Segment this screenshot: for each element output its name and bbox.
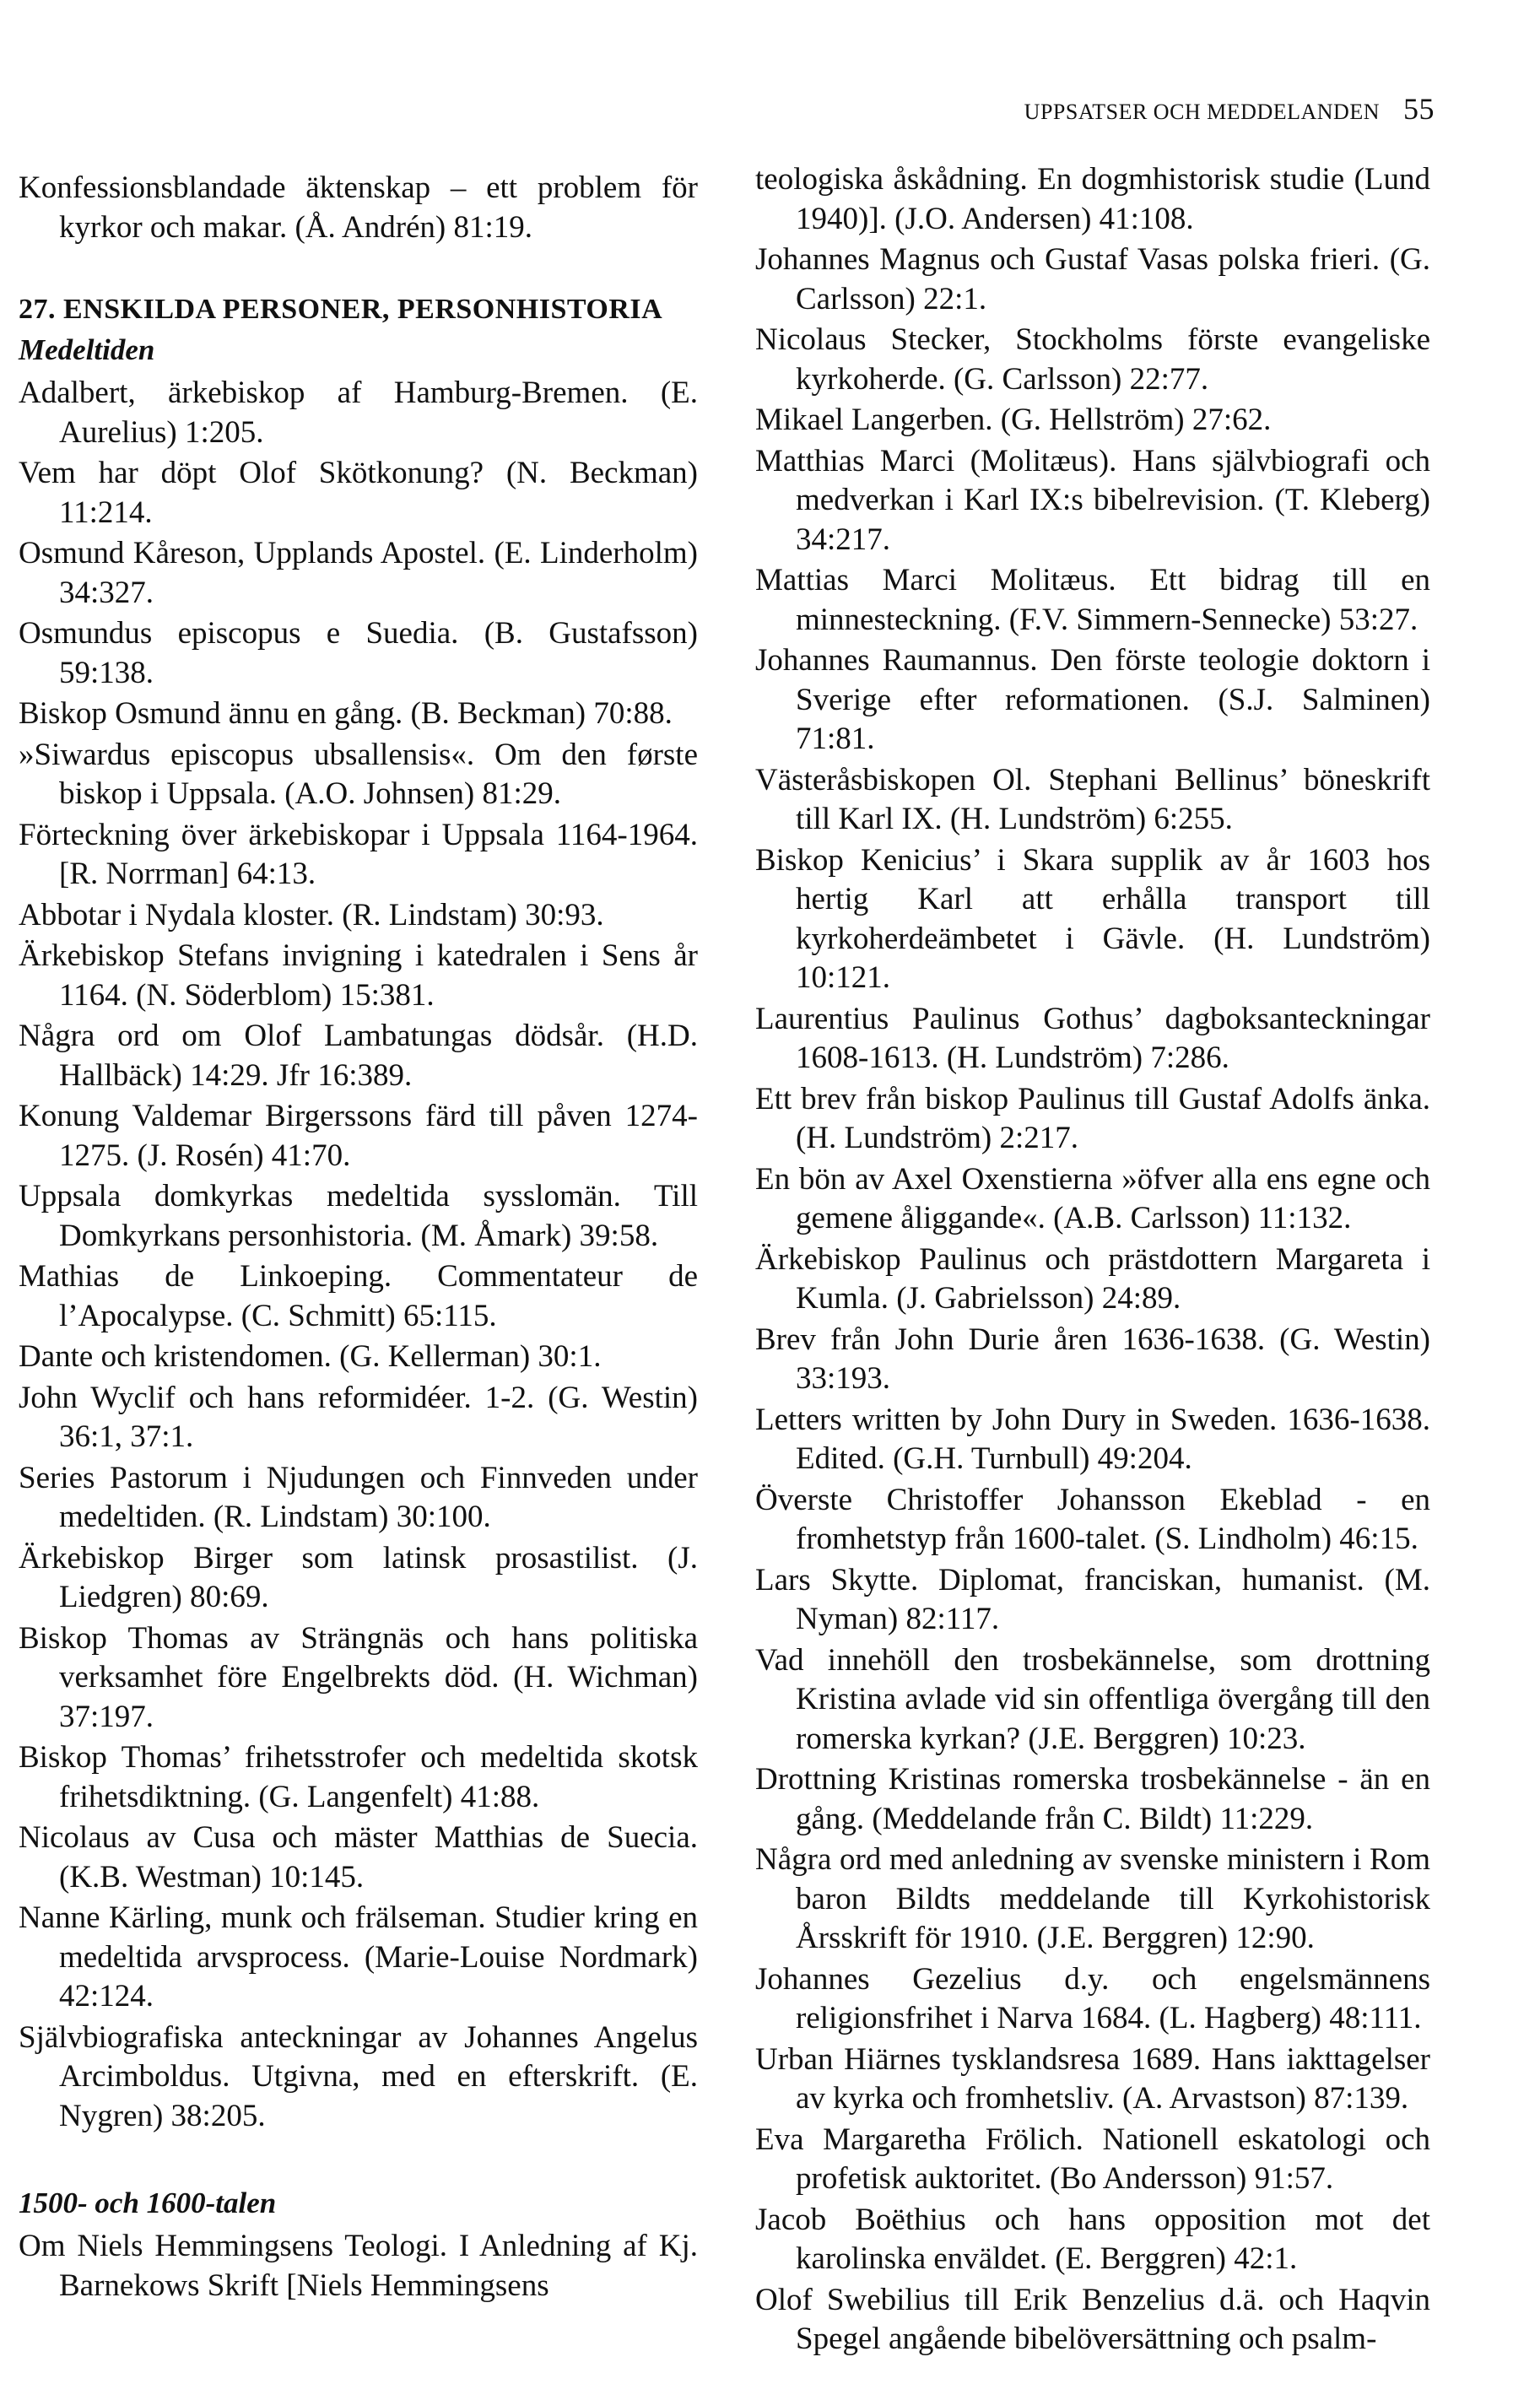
bibliography-entry: Självbiografiska anteckningar av Johannes Angelus Arcimboldus. Utgivna, med en efterskrift. (E. Nygren) 38:205.	[19, 2019, 698, 2133]
bibliography-entry: Ärkebiskop Stefans invigning i katedralen i Sens år 1164. (N. Söderblom) 15:381.	[19, 938, 698, 1013]
bibliography-entry: Johannes Gezelius d.y. och engelsmännens religionsfrihet i Narva 1684. (L. Hagberg) 48:111.	[755, 1961, 1430, 2035]
bibliography-entry: Osmundus episcopus e Suedia. (B. Gustafsson) 59:138.	[19, 616, 698, 690]
bibliography-entry: Några ord om Olof Lambatungas dödsår. (H.D. Hallbäck) 14:29. Jfr 16:389.	[19, 1019, 698, 1093]
bibliography-entry: Drottning Kristinas romerska trosbekännelse - än en gång. (Meddelande från C. Bildt) 11:229.	[755, 1762, 1430, 1836]
bibliography-entry: Matthias Marci (Molitæus). Hans självbiografi och medverkan i Karl IX:s bibelrevision. (T. Kleberg) 34:217.	[755, 443, 1430, 557]
bibliography-entry: Dante och kristendomen. (G. Kellerman) 30:1.	[19, 1339, 602, 1374]
bibliography-entry: Biskop Thomas’ frihetsstrofer och medeltida skotsk frihetsdiktning. (G. Langenfelt) 41:88.	[19, 1740, 698, 1814]
bibliography-entry: Ärkebiskop Birger som latinsk prosastilist. (J. Liedgren) 80:69.	[19, 1540, 698, 1614]
bibliography-entry: Osmund Kåreson, Upplands Apostel. (E. Linderholm) 34:327.	[19, 536, 698, 610]
bibliography-entry: Biskop Kenicius’ i Skara supplik av år 1603 hos hertig Karl att erhålla transport till kyrkoherdeämbetet i Gävle. (H. Lundström) 10:121.	[755, 842, 1430, 995]
bibliography-entry: John Wyclif och hans reformidéer. 1-2. (G. Westin) 36:1, 37:1.	[19, 1380, 698, 1454]
bibliography-entry: Vem har döpt Olof Skötkonung? (N. Beckman) 11:214.	[19, 456, 698, 530]
bibliography-entry: Uppsala domkyrkas medeltida sysslomän. Till Domkyrkans personhistoria. (M. Åmark) 39:58.	[19, 1179, 698, 1253]
bibliography-entry: Abbotar i Nydala kloster. (R. Lindstam) 30:93.	[19, 897, 604, 932]
bibliography-entry: »Siwardus episcopus ubsallensis«. Om den første biskop i Uppsala. (A.O. Johnsen) 81:29.	[19, 737, 698, 811]
bibliography-entry: Västeråsbiskopen Ol. Stephani Bellinus’ böneskrift till Karl IX. (H. Lundström) 6:255.	[755, 762, 1430, 836]
bibliography-entry: Mikael Langerben. (G. Hellström) 27:62.	[755, 403, 1272, 437]
bibliography-entry: Ärkebiskop Paulinus och prästdottern Margareta i Kumla. (J. Gabrielsson) 24:89.	[755, 1241, 1430, 1316]
running-title: UPPSATSER OCH MEDDELANDEN	[1024, 100, 1380, 124]
bibliography-entry: teologiska åskådning. En dogmhistorisk studie (Lund 1940)]. (J.O. Andersen) 41:108.	[755, 162, 1430, 236]
bibliography-entry: Adalbert, ärkebiskop af Hamburg-Bremen. (E. Aurelius) 1:205.	[19, 376, 698, 450]
section-heading: 27. ENSKILDA PERSONER, PERSONHISTORIA	[19, 294, 663, 325]
bibliography-entry: Urban Hiärnes tysklandsresa 1689. Hans iakttagelser av kyrka och fromhetsliv. (A. Arvastson) 87:139.	[755, 2041, 1430, 2116]
bibliography-entry: Lars Skytte. Diplomat, franciskan, humanist. (M. Nyman) 82:117.	[755, 1562, 1430, 1636]
bibliography-entry: Letters written by John Dury in Sweden. 1636-1638. Edited. (G.H. Turnbull) 49:204.	[755, 1402, 1430, 1476]
bibliography-entry: Brev från John Durie åren 1636-1638. (G. Westin) 33:193.	[755, 1322, 1430, 1396]
bibliography-entry: Överste Christoffer Johansson Ekeblad - en fromhetstyp från 1600-talet. (S. Lindholm) 46:15.	[755, 1482, 1430, 1556]
left-top-entries	[19, 169, 698, 247]
list-1500-1600	[19, 2227, 698, 2305]
bibliography-entry: Laurentius Paulinus Gothus’ dagboksanteckningar 1608-1613. (H. Lundström) 7:286.	[755, 1001, 1430, 1075]
bibliography-entry: Johannes Magnus och Gustaf Vasas polska frieri. (G. Carlsson) 22:1.	[755, 242, 1430, 316]
bibliography-entry: Vad innehöll den trosbekännelse, som drottning Kristina avlade vid sin offentliga övergång till den romerska kyrkan? (J.E. Berggren) 10:23.	[755, 1642, 1430, 1756]
bibliography-entry: Nanne Kärling, munk och frälseman. Studier kring en medeltida arvsprocess. (Marie-Louise Nordmark) 42:124.	[19, 1900, 698, 2014]
running-header	[911, 91, 1435, 127]
left-column	[19, 169, 698, 2307]
bibliography-entry: Konung Valdemar Birgerssons färd till påven 1274-1275. (J. Rosén) 41:70.	[19, 1099, 698, 1173]
bibliography-entry: Biskop Osmund ännu en gång. (B. Beckman) 70:88.	[19, 696, 673, 731]
bibliography-entry: Mattias Marci Molitæus. Ett bidrag till en minnesteckning. (F.V. Simmern-Sennecke) 53:27.	[755, 563, 1430, 637]
bibliography-entry: Biskop Thomas av Strängnäs och hans politiska verksamhet före Engelbrekts död. (H. Wichman) 37:197.	[19, 1620, 698, 1734]
bibliography-entry: Ett brev från biskop Paulinus till Gustaf Adolfs änka. (H. Lundström) 2:217.	[755, 1081, 1430, 1155]
bibliography-entry: Series Pastorum i Njudungen och Finnveden under medeltiden. (R. Lindstam) 30:100.	[19, 1460, 698, 1534]
subheading-medeltiden: Medeltiden	[19, 333, 155, 366]
page-number: 55	[1403, 92, 1435, 126]
bibliography-entry: Mathias de Linkoeping. Commentateur de l’Apocalypse. (C. Schmitt) 65:115.	[19, 1259, 698, 1333]
bibliography-entry: Om Niels Hemmingsens Teologi. I Anledning af Kj. Barnekows Skrift [Niels Hemmingsens	[19, 2229, 698, 2303]
bibliography-entry: Olof Swebilius till Erik Benzelius d.ä. och Haqvin Spegel angående bibelöversättning och psalm-	[755, 2282, 1430, 2356]
bibliography-entry: Konfessionsblandade äktenskap – ett problem för kyrkor och makar. (Å. Andrén) 81:19.	[19, 170, 698, 245]
subheading-1500-1600: 1500- och 1600-talen	[19, 2186, 277, 2219]
bibliography-entry: En bön av Axel Oxenstierna »öfver alla ens egne och gemene åliggande«. (A.B. Carlsson) 11:132.	[755, 1161, 1430, 1235]
bibliography-entry: Några ord med anledning av svenske ministern i Rom baron Bildts meddelande till Kyrkohistorisk Årsskrift för 1910. (J.E. Berggren) 12:90.	[755, 1842, 1430, 1955]
bibliography-entry: Johannes Raumannus. Den förste teologie doktorn i Sverige efter reformationen. (S.J. Salminen) 71:81.	[755, 643, 1430, 756]
bibliography-entry: Nicolaus av Cusa och mäster Matthias de Suecia. (K.B. Westman) 10:145.	[19, 1820, 698, 1895]
bibliography-entry: Nicolaus Stecker, Stockholms förste evangeliske kyrkoherde. (G. Carlsson) 22:77.	[755, 322, 1430, 397]
bibliography-entry: Jacob Boëthius och hans opposition mot det karolinska enväldet. (E. Berggren) 42:1.	[755, 2202, 1430, 2276]
medeltiden-list	[19, 374, 698, 2136]
right-column	[755, 160, 1430, 2361]
bibliography-entry: Förteckning över ärkebiskopar i Uppsala 1164-1964. [R. Norrman] 64:13.	[19, 817, 698, 891]
bibliography-entry: Eva Margaretha Frölich. Nationell eskatologi och profetisk auktoritet. (Bo Andersson) 91:57.	[755, 2122, 1430, 2196]
